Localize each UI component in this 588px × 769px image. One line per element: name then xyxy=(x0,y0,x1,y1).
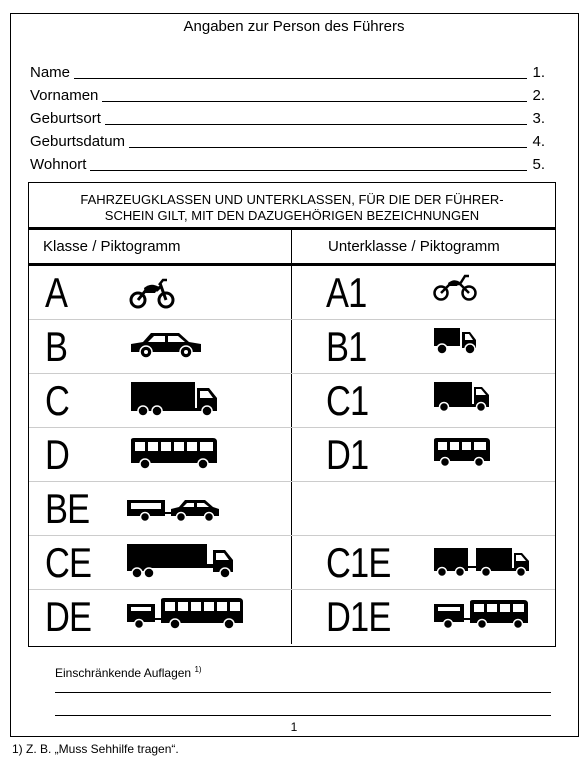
small-truck-icon xyxy=(432,380,492,414)
table-row xyxy=(29,320,555,374)
class-cell xyxy=(29,320,292,373)
field-label: Geburtsdatum xyxy=(30,133,126,150)
field-wohnort xyxy=(30,155,545,173)
vehicle-class-table xyxy=(28,182,556,647)
light-motorcycle-icon xyxy=(432,272,478,302)
subclass-cell xyxy=(292,374,555,427)
class-cell xyxy=(29,590,292,644)
field-label: Vornamen xyxy=(30,87,99,104)
table-row xyxy=(29,536,555,590)
subclass-cell xyxy=(292,428,555,481)
table-header-row xyxy=(29,230,555,266)
field-number: 3. xyxy=(532,110,545,127)
bus-with-trailer-icon xyxy=(125,596,245,634)
table-row xyxy=(29,266,555,320)
articulated-truck-icon xyxy=(125,542,237,582)
subclass-code: D1E xyxy=(326,593,391,640)
class-code: CE xyxy=(45,539,92,586)
class-cell xyxy=(29,536,292,589)
subclass-code: C1 xyxy=(326,377,369,424)
field-line xyxy=(74,78,527,79)
table-title xyxy=(29,183,555,230)
subclass-code: B1 xyxy=(326,323,367,370)
field-name xyxy=(30,63,545,81)
class-cell xyxy=(29,482,292,535)
class-code: C xyxy=(45,377,70,424)
minibus-with-trailer-icon xyxy=(432,598,530,634)
page-number: 1 xyxy=(290,720,298,734)
field-geburtsdatum xyxy=(30,132,545,150)
class-cell xyxy=(29,374,292,427)
class-cell xyxy=(29,428,292,481)
class-code: A xyxy=(45,269,68,316)
bus-icon xyxy=(129,436,219,470)
class-code: BE xyxy=(45,485,90,532)
restrictions-line-2 xyxy=(55,715,551,716)
table-row xyxy=(29,482,555,536)
three-wheeler-icon xyxy=(432,326,478,356)
restrictions-label xyxy=(55,665,202,680)
column-header-class: Klasse / Piktogramm xyxy=(29,230,292,263)
field-label: Geburtsort xyxy=(30,110,101,127)
table-row xyxy=(29,590,555,644)
subclass-cell xyxy=(292,266,555,319)
minibus-icon xyxy=(432,436,492,468)
footnote-reference: 1) xyxy=(194,665,202,674)
subclass-cell-empty xyxy=(292,482,555,535)
car-icon xyxy=(129,330,203,360)
field-label: Name xyxy=(30,64,71,81)
field-number: 4. xyxy=(532,133,545,150)
field-number: 1. xyxy=(532,64,545,81)
motorcycle-icon xyxy=(129,276,175,310)
field-line xyxy=(102,101,527,102)
table-row xyxy=(29,428,555,482)
class-cell xyxy=(29,266,292,319)
subclass-cell xyxy=(292,320,555,373)
table-row xyxy=(29,374,555,428)
field-line xyxy=(90,170,527,171)
table-title-line-2: SCHEIN GILT, MIT DEN DAZUGEHÖRIGEN BEZEICHNUNGEN xyxy=(104,208,480,223)
car-with-trailer-icon xyxy=(125,496,221,524)
subclass-code: A1 xyxy=(326,269,367,316)
column-header-subclass: Unterklasse / Piktogramm xyxy=(328,238,500,255)
truck-icon xyxy=(129,380,219,418)
field-geburtsort xyxy=(30,109,545,127)
subclass-cell xyxy=(292,536,555,589)
field-label: Wohnort xyxy=(30,156,87,173)
field-number: 2. xyxy=(532,87,545,104)
restrictions-text: Einschränkende Auflagen xyxy=(55,666,192,680)
page-heading: Angaben zur Person des Führers xyxy=(183,18,405,35)
footnote: 1) Z. B. „Muss Sehhilfe tragen“. xyxy=(12,742,179,756)
subclass-code: D1 xyxy=(326,431,369,478)
field-vornamen xyxy=(30,86,545,104)
class-code: D xyxy=(45,431,70,478)
class-code: B xyxy=(45,323,68,370)
class-code: DE xyxy=(45,593,92,640)
subclass-cell xyxy=(292,590,555,644)
field-line xyxy=(105,124,527,125)
truck-with-trailer-icon xyxy=(432,546,532,580)
field-line xyxy=(129,147,527,148)
field-number: 5. xyxy=(532,156,545,173)
subclass-code: C1E xyxy=(326,539,391,586)
table-title-line-1: FAHRZEUGKLASSEN UND UNTERKLASSEN, FÜR DIE DER FÜHRER- xyxy=(80,192,504,207)
restrictions-line-1 xyxy=(55,692,551,693)
